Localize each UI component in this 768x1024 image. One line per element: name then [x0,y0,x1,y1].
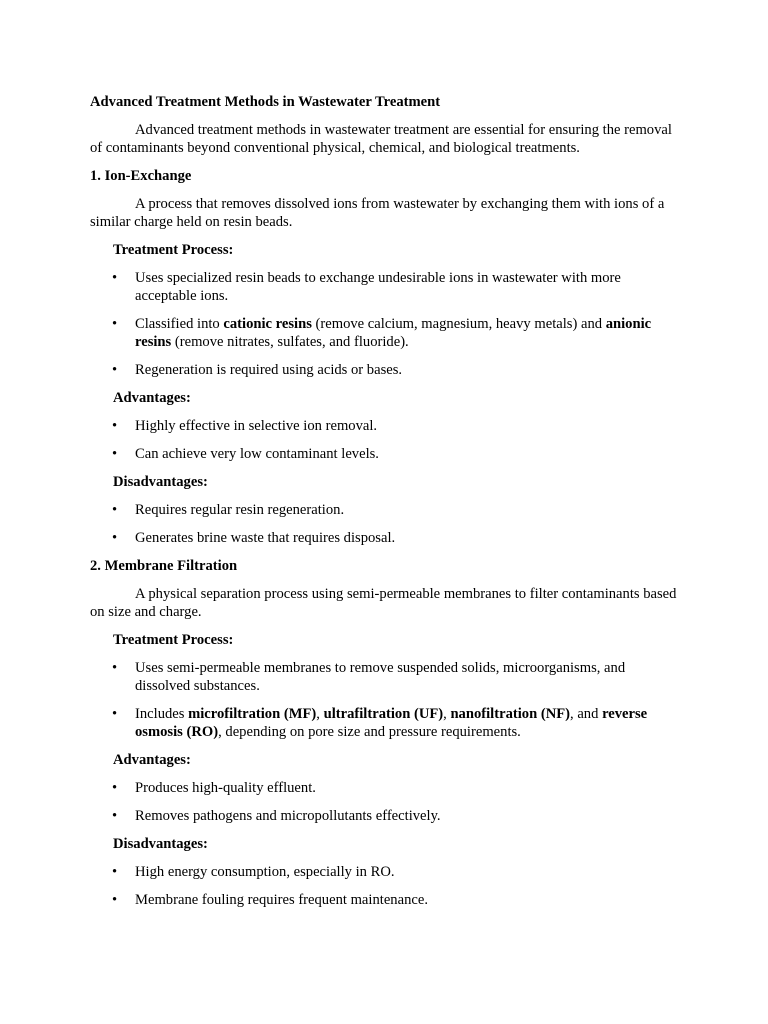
list-item-text: High energy consumption, especially in RO. [135,864,395,880]
list-item [90,807,680,825]
list-item-text: Requires regular resin regeneration. [135,502,345,518]
list-item-text: (remove nitrates, sulfates, and fluoride). [171,334,409,350]
bullet-icon: • [112,892,118,908]
advantages-heading: Advantages: [113,390,191,406]
disadvantages-heading: Disadvantages: [113,474,208,490]
document-title: Advanced Treatment Methods in Wastewater Treatment [90,94,441,110]
list-item [90,891,680,909]
bold-term: nanofiltration (NF) [450,706,571,722]
list-item-text: Includes [135,706,189,722]
advantages-list [90,779,680,825]
bold-term: cationic resins [223,316,312,332]
list-item-text: Produces high-quality effluent. [135,780,316,796]
bullet-icon: • [112,502,118,518]
section-heading-2: 2. Membrane Filtration [90,558,238,574]
list-item [90,529,680,547]
list-item [90,269,680,305]
section-description-1: A process that removes dissolved ions from wastewater by exchanging them with ions of a similar charge held on resin beads. [90,196,665,230]
disadvantages-list [90,863,680,909]
intro-paragraph: Advanced treatment methods in wastewater treatment are essential for ensuring the removal of contaminants beyond conventional physical, chemical, and biological treatments. [90,122,672,156]
list-item-text: Can achieve very low contaminant levels. [135,446,379,462]
bullet-icon: • [112,270,118,286]
bullet-icon: • [112,418,118,434]
list-item-text: , [443,706,451,722]
list-item-text: , [316,706,324,722]
bold-term: ultrafiltration (UF) [323,706,444,722]
disadvantages-heading: Disadvantages: [113,836,208,852]
bullet-icon: • [112,706,118,722]
bullet-icon: • [112,316,118,332]
list-item-text: Classified into [135,316,224,332]
advantages-list [90,417,680,463]
disadvantages-list [90,501,680,547]
bullet-icon: • [112,530,118,546]
bold-term: reverse osmosis (RO) [135,706,648,740]
list-item-text: Uses semi-permeable membranes to remove suspended solids, microorganisms, and dissolved substances. [135,660,626,694]
bullet-icon: • [112,864,118,880]
bold-term: microfiltration (MF) [188,706,317,722]
list-item-text: Uses specialized resin beads to exchange undesirable ions in wastewater with more acceptable ions. [135,270,621,304]
document-page [90,93,680,919]
list-item-text: , depending on pore size and pressure requirements. [218,724,521,740]
treatment-process-list [90,659,680,741]
list-item-text: Membrane fouling requires frequent maintenance. [135,892,428,908]
section-description-2: A physical separation process using semi-permeable membranes to filter contaminants based on size and charge. [90,586,677,620]
treatment-process-heading: Treatment Process: [113,242,234,258]
bold-term: anionic resins [135,316,652,350]
bullet-icon: • [112,660,118,676]
list-item-text: , and [570,706,603,722]
sections-container [90,167,680,909]
bullet-icon: • [112,780,118,796]
list-item [90,315,680,351]
list-item [90,863,680,881]
list-item-text: Removes pathogens and micropollutants effectively. [135,808,441,824]
bullet-icon: • [112,808,118,824]
list-item [90,445,680,463]
list-item [90,417,680,435]
list-item [90,779,680,797]
list-item [90,705,680,741]
treatment-process-list [90,269,680,379]
list-item [90,659,680,695]
list-item-text: Highly effective in selective ion removal. [135,418,378,434]
list-item-text: (remove calcium, magnesium, heavy metals) and [311,316,606,332]
list-item-text: Regeneration is required using acids or bases. [135,362,403,378]
list-item-text: Generates brine waste that requires disposal. [135,530,396,546]
list-item [90,501,680,519]
bullet-icon: • [112,362,118,378]
treatment-process-heading: Treatment Process: [113,632,234,648]
section-heading-1: 1. Ion-Exchange [90,168,192,184]
advantages-heading: Advantages: [113,752,191,768]
bullet-icon: • [112,446,118,462]
list-item [90,361,680,379]
